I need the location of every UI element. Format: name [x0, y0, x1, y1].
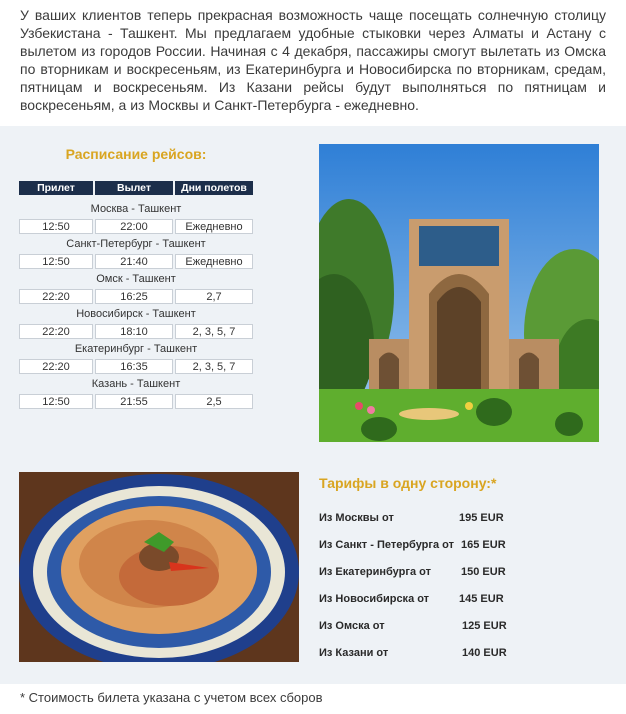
schedule-table [19, 181, 253, 409]
tariff-price: 140 EUR [462, 647, 507, 659]
flight-days: 2,5 [175, 394, 253, 409]
route-block [19, 374, 253, 409]
table-row [19, 289, 253, 304]
depart-time: 18:10 [95, 324, 173, 339]
tariff-origin: Из Москвы от [319, 512, 394, 524]
plov-photo [19, 472, 299, 662]
tariff-price: 125 EUR [462, 620, 507, 632]
flight-days: Ежедневно [175, 219, 253, 234]
depart-time: 21:55 [95, 394, 173, 409]
flight-days: 2,7 [175, 289, 253, 304]
tariff-origin: Из Казани от [319, 647, 389, 659]
route-name: Омск - Ташкент [96, 273, 176, 285]
table-row [19, 359, 253, 374]
tariff-row [319, 539, 609, 566]
tariff-price: 195 EUR [459, 512, 504, 524]
depart-time: 21:40 [95, 254, 173, 269]
tariff-row [319, 593, 609, 620]
table-row [19, 394, 253, 409]
schedule-header-row [19, 181, 253, 195]
route-name: Санкт-Петербург - Ташкент [66, 238, 206, 250]
route-block [19, 304, 253, 339]
tariff-origin: Из Новосибирска от [319, 593, 430, 605]
route-name: Казань - Ташкент [91, 378, 181, 390]
depart-time: 16:35 [95, 359, 173, 374]
flight-days: 2, 3, 5, 7 [175, 359, 253, 374]
tariff-origin: Из Омска от [319, 620, 385, 632]
table-row [19, 324, 253, 339]
header-depart: Вылет [95, 181, 173, 195]
route-block [19, 339, 253, 374]
route-block [19, 199, 253, 234]
footnote: * Стоимость билета указана с учетом всех сборов [20, 690, 323, 705]
route-block [19, 234, 253, 269]
arrive-time: 22:20 [19, 359, 93, 374]
arrive-time: 22:20 [19, 289, 93, 304]
table-row [19, 219, 253, 234]
header-days: Дни полетов [175, 181, 253, 195]
route-block [19, 269, 253, 304]
tariff-row [319, 512, 609, 539]
route-name: Москва - Ташкент [90, 203, 182, 215]
tariff-origin: Из Екатеринбурга от [319, 566, 431, 578]
madrasa-photo [319, 144, 599, 442]
route-name: Новосибирск - Ташкент [76, 308, 196, 320]
tariffs-list [319, 512, 609, 674]
route-name: Екатеринбург - Ташкент [74, 343, 198, 355]
depart-time: 16:25 [95, 289, 173, 304]
tariff-row [319, 647, 609, 674]
arrive-time: 12:50 [19, 394, 93, 409]
tariffs-title: Тарифы в одну сторону:* [319, 475, 497, 491]
arrive-time: 22:20 [19, 324, 93, 339]
flight-days: 2, 3, 5, 7 [175, 324, 253, 339]
schedule-title: Расписание рейсов: [65, 146, 207, 162]
arrive-time: 12:50 [19, 254, 93, 269]
tariff-origin: Из Санкт - Петербурга от [319, 539, 454, 551]
arrive-time: 12:50 [19, 219, 93, 234]
tariff-price: 165 EUR [461, 539, 506, 551]
depart-time: 22:00 [95, 219, 173, 234]
tariff-row [319, 620, 609, 647]
tariff-row [319, 566, 609, 593]
header-arrive: Прилет [19, 181, 93, 195]
tariff-price: 150 EUR [461, 566, 506, 578]
flight-days: Ежедневно [175, 254, 253, 269]
table-row [19, 254, 253, 269]
tariff-price: 145 EUR [459, 593, 504, 605]
intro-text: У ваших клиентов теперь прекрасная возможность чаще посещать солнечную столицу Узбекистана - Ташкент. Мы предлагаем удобные стыковки через Алматы и Астану с вылетом из городов России. Начиная с 4 декабря, пассажиры смогут вылетать из Омска по вторникам и воскресеньям, из Екатеринбурга и Новосибирска по вторникам, средам, пятницам и воскресеньям. Из Казани рейсы будут выполняться по пятницам и воскресеньям, а из Москвы и Санкт-Петербурга - ежедневно. [20, 7, 606, 113]
